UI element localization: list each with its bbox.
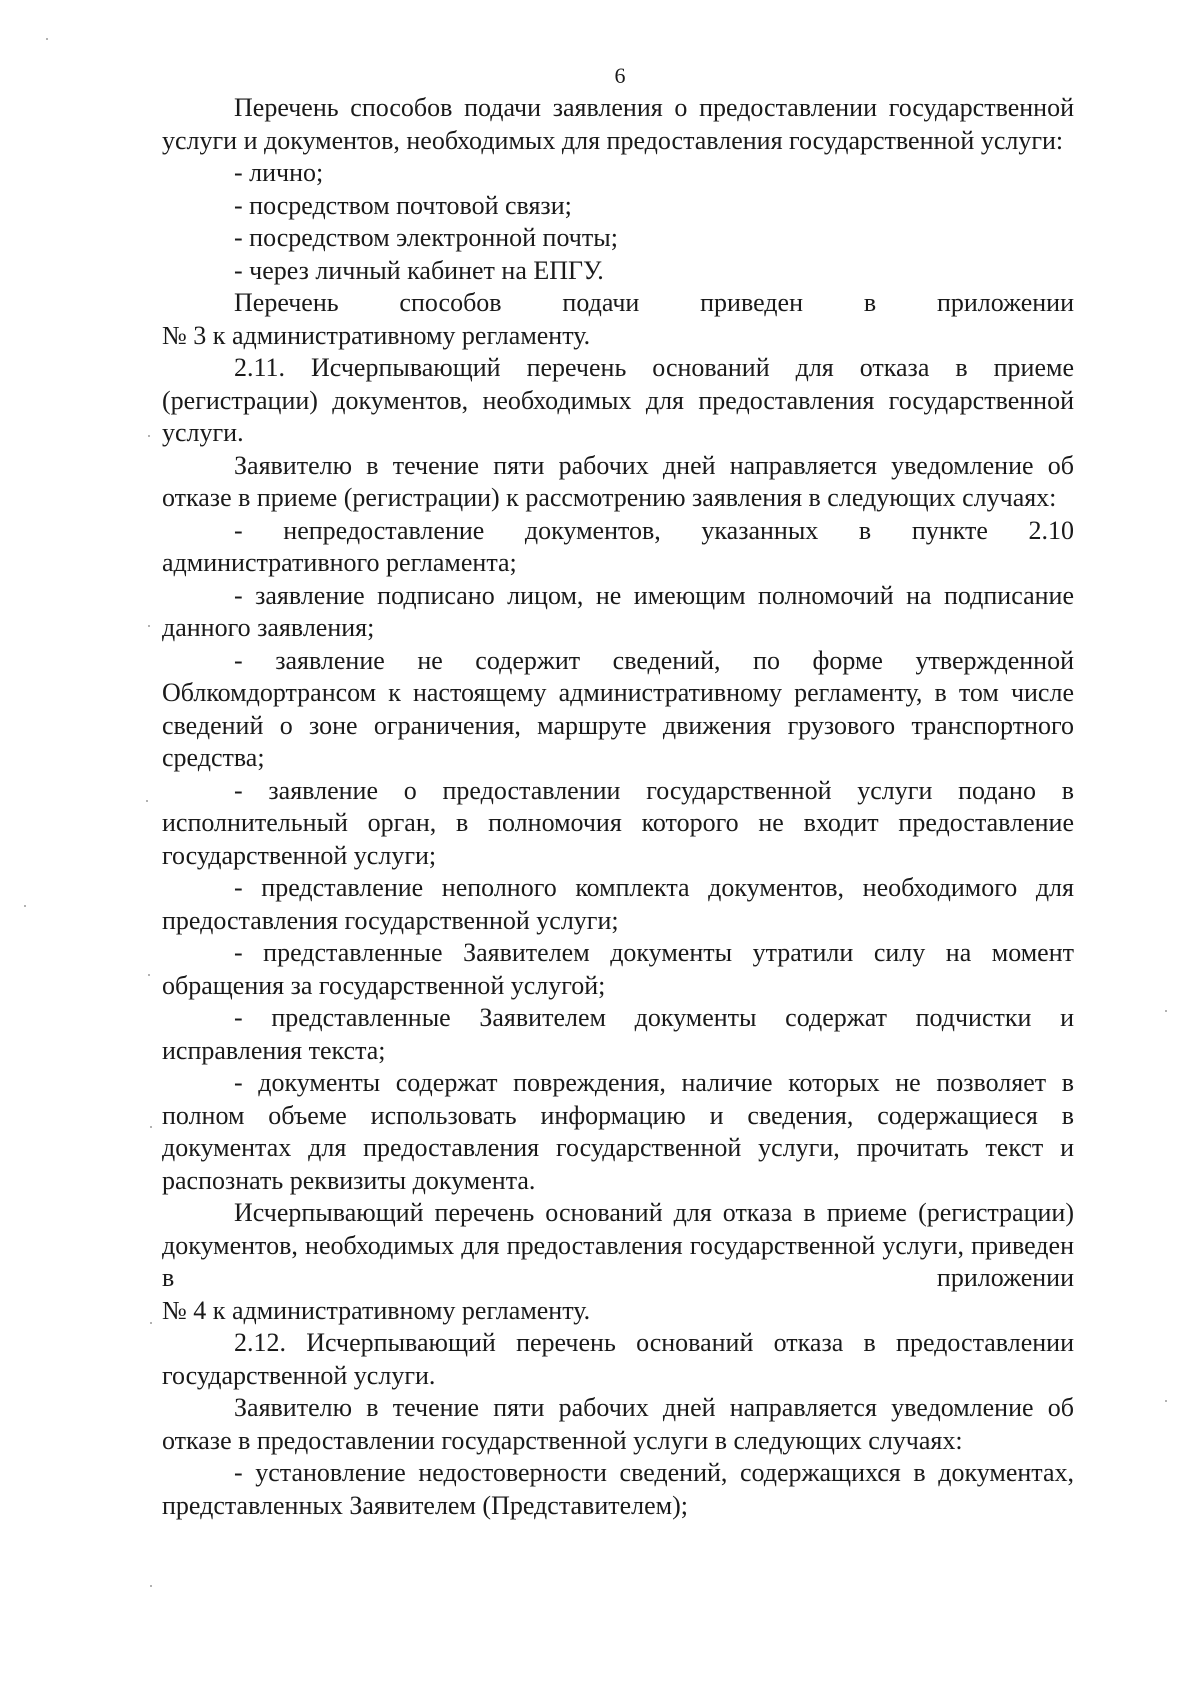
paragraph-refusal-notice: Заявителю в течение пяти рабочих дней направляется уведомление об отказе в приеме (регистрации) к рассмотрению заявления в следующих случаях: <box>162 450 1074 512</box>
scan-speck <box>146 800 148 802</box>
paragraph-submission-methods-intro: Перечень способов подачи заявления о предоставлении государственной услуги и документов, необходимых для предоставления государственной услуги: <box>162 93 1074 155</box>
document-body <box>162 92 1074 1522</box>
list-item-email: - посредством электронной почты; <box>234 223 618 252</box>
section-heading-2-11: 2.11. Исчерпывающий перечень оснований для отказа в приеме (регистрации) документов, необходимых для предоставления государственной услуги. <box>162 353 1074 447</box>
list-item-epgu-cabinet: - через личный кабинет на ЕПГУ. <box>234 255 604 285</box>
paragraph-service-refusal-notice: Заявителю в течение пяти рабочих дней направляется уведомление об отказе в предоставлении государственной услуги в следующих случаях: <box>162 1393 1074 1455</box>
scan-speck <box>150 1126 152 1128</box>
scan-speck <box>46 38 48 40</box>
paragraph-submission-methods-appendix: Перечень способов подачи приведен в приложении <box>234 288 1074 317</box>
list-item-false-information: - установление недостоверности сведений, содержащихся в документах, представленных Заявителем (Представителем); <box>162 1458 1074 1520</box>
scan-speck <box>148 435 150 437</box>
list-item-missing-information: - заявление не содержит сведений, по форме утвержденной Облкомдортрансом к настоящему административному регламенту, в том числе сведений о зоне ограничения, маршруте движения грузового транспортного средства; <box>162 645 1074 772</box>
paragraph-refusal-grounds-appendix: Исчерпывающий перечень оснований для отказа в приеме (регистрации) документов, необходимых для предоставления государственной услуги, приведен в приложении <box>162 1198 1074 1292</box>
paragraph-appendix-3-ref: № 3 к административному регламенту. <box>162 320 591 350</box>
scan-speck <box>148 625 150 627</box>
paragraph-appendix-4-ref: № 4 к административному регламенту. <box>162 1295 591 1325</box>
list-item-postal: - посредством почтовой связи; <box>234 190 572 220</box>
scan-speck <box>148 974 150 976</box>
list-item-wrong-authority: - заявление о предоставлении государственной услуги подано в исполнительный орган, в полномочия которого не входит предоставление государственной услуги; <box>162 775 1074 870</box>
list-item-incomplete-set: - представление неполного комплекта документов, необходимого для предоставления государственной услуги; <box>162 873 1074 935</box>
section-heading-2-12: 2.12. Исчерпывающий перечень оснований отказа в предоставлении государственной услуги. <box>162 1328 1074 1390</box>
page-number: 6 <box>614 63 626 88</box>
scan-speck <box>24 905 26 907</box>
list-item-unauthorized-signer: - заявление подписано лицом, не имеющим полномочий на подписание данного заявления; <box>162 580 1074 642</box>
list-item-missing-documents: - непредоставление документов, указанных в пункте 2.10 административного регламента; <box>162 515 1074 577</box>
list-item-in-person: - лично; <box>234 158 324 187</box>
scan-speck <box>1165 1400 1167 1402</box>
list-item-expired-documents: - представленные Заявителем документы утратили силу на момент обращения за государственной услугой; <box>162 938 1074 1000</box>
scan-speck <box>150 1585 152 1587</box>
scan-speck <box>1165 1010 1167 1012</box>
scan-speck <box>150 1322 152 1324</box>
list-item-erasures: - представленные Заявителем документы содержат подчистки и исправления текста; <box>162 1003 1074 1065</box>
list-item-damaged-documents: - документы содержат повреждения, наличие которых не позволяет в полном объеме использовать информацию и сведения, содержащиеся в документах для предоставления государственной услуги, прочитать текст и распознать реквизиты документа. <box>162 1068 1074 1195</box>
